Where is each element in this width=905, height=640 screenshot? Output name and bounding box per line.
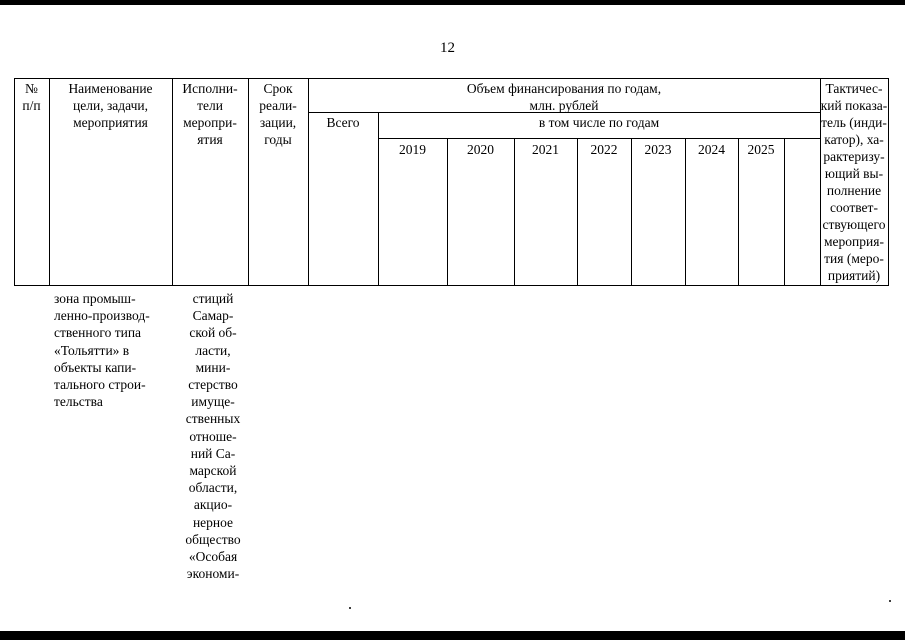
col-border [738, 138, 739, 286]
header-financing: Объем финансирования по годам, млн. рублей [466, 81, 662, 113]
top-border [0, 0, 905, 5]
years-divider-line [378, 138, 820, 139]
header-indicator: Тактичес- кий показа- тель (инди- катор), ха- рактеризу- ющий вы- полнение соответ- ствующего мероприя- тия (меро- приятий) [820, 81, 888, 283]
header-term: Срок реали- зации, годы [259, 81, 297, 147]
header-year: 2022 [590, 142, 618, 157]
header-year: 2020 [467, 142, 494, 157]
page-number: 12 [440, 40, 455, 56]
header-total: Всего [326, 115, 360, 130]
bottom-border [0, 631, 905, 640]
header-bottom-line [14, 285, 888, 286]
row-executors-text: стиций Самар- ской об- ласти, мини- стерство имуще- ственных отноше- ний Са- марской области, акцио- нерное общество «Особая экономи- [185, 291, 241, 582]
header-num: № п/п [22, 81, 41, 113]
header-top-line [14, 78, 888, 79]
header-name: Наименование цели, задачи, мероприятия [68, 81, 153, 130]
row-name-text: зона промыш- ленно-производ- ственного типа «Тольятти» в объекты капи- тального строи- тельства [54, 291, 150, 410]
col-border [577, 138, 578, 286]
col-border [378, 112, 379, 286]
scan-speck [349, 607, 351, 609]
header-year: 2025 [747, 142, 775, 157]
header-year: 2019 [399, 142, 426, 157]
col-border [888, 78, 889, 286]
col-border [685, 138, 686, 286]
header-year: 2021 [532, 142, 559, 157]
header-year: 2024 [698, 142, 725, 157]
col-border [514, 138, 515, 286]
col-border [631, 138, 632, 286]
header-year: 2023 [644, 142, 672, 157]
header-executors: Исполни- тели меропри- ятия [182, 81, 238, 147]
col-border [447, 138, 448, 286]
scan-speck [889, 600, 891, 602]
col-border [784, 138, 785, 286]
header-by-years: в том числе по годам [538, 115, 660, 130]
